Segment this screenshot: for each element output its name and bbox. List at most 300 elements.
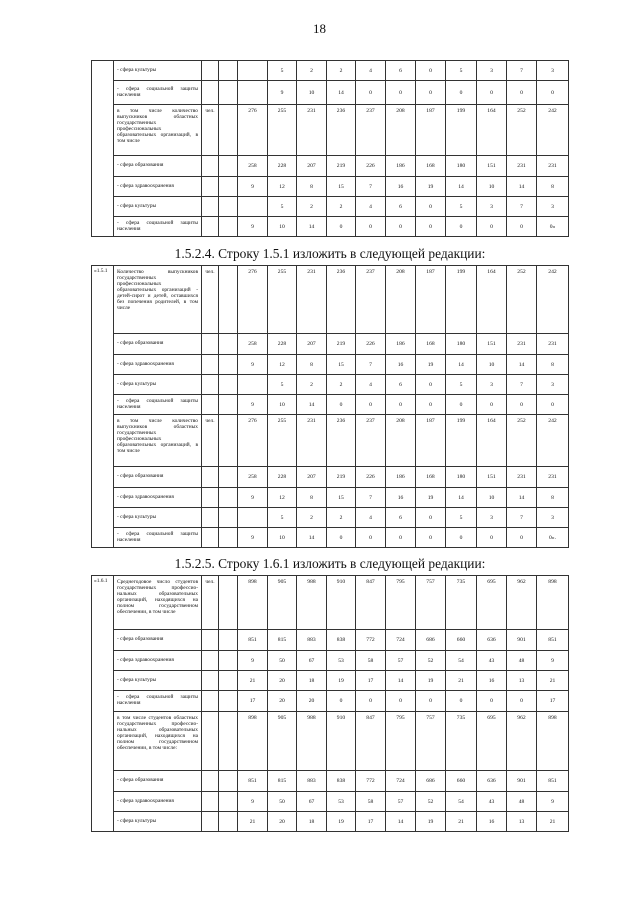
table-row <box>92 375 569 395</box>
value-cell: 237 <box>356 266 386 334</box>
table-row <box>92 61 569 81</box>
value-cell: 242 <box>537 105 569 156</box>
value-cell: 14 <box>446 355 477 375</box>
value-cell: 21 <box>238 671 268 691</box>
unit-cell <box>202 792 219 812</box>
value-cell: 7 <box>356 177 386 197</box>
value-cell: 695 <box>477 576 507 630</box>
value-cell: 905 <box>268 576 297 630</box>
row-code-cell <box>92 61 114 237</box>
unit-cell <box>202 395 219 415</box>
value-cell: 10 <box>477 355 507 375</box>
value-cell <box>219 156 238 177</box>
unit-cell <box>202 691 219 712</box>
indicator-name-cell: - сфера культуры <box>114 375 202 395</box>
value-cell: 3 <box>477 375 507 395</box>
value-cell: 53 <box>327 651 356 671</box>
value-cell: 0 <box>507 81 537 105</box>
indicator-name-cell: - сфера культуры <box>114 197 202 217</box>
indicator-name-cell: - сфера социальной защиты населения <box>114 81 202 105</box>
value-cell: 13 <box>507 812 537 832</box>
value-cell: 236 <box>327 266 356 334</box>
value-cell: 180 <box>446 156 477 177</box>
value-cell: 199 <box>446 105 477 156</box>
indicator-name-cell: - сфера социальной защиты населения <box>114 528 202 548</box>
value-cell: 219 <box>327 156 356 177</box>
value-cell: 255 <box>268 415 297 467</box>
value-cell <box>219 671 238 691</box>
value-cell: 772 <box>356 630 386 651</box>
value-cell: 67 <box>297 792 327 812</box>
value-cell <box>219 375 238 395</box>
value-cell: 186 <box>386 156 416 177</box>
value-cell: 226 <box>356 334 386 355</box>
value-cell: 5 <box>268 197 297 217</box>
value-cell: 0 <box>446 81 477 105</box>
value-cell: 186 <box>386 467 416 488</box>
value-cell: 883 <box>297 630 327 651</box>
value-cell: 10 <box>297 81 327 105</box>
value-cell: 851 <box>537 630 569 651</box>
value-cell: 252 <box>507 415 537 467</box>
value-cell: 0 <box>446 528 477 548</box>
value-cell: 757 <box>416 712 446 771</box>
value-cell: 14 <box>297 217 327 237</box>
value-cell <box>219 217 238 237</box>
value-cell: 4 <box>356 61 386 81</box>
value-cell <box>219 508 238 528</box>
value-cell: 724 <box>386 771 416 792</box>
table-row <box>92 488 569 508</box>
value-cell: 0 <box>446 217 477 237</box>
value-cell: 19 <box>327 671 356 691</box>
value-cell: 231 <box>297 266 327 334</box>
unit-cell: чел. <box>202 415 219 467</box>
value-cell: 199 <box>446 415 477 467</box>
value-cell: 0 <box>327 395 356 415</box>
table-row <box>92 177 569 197</box>
value-cell: 660 <box>446 630 477 651</box>
value-cell: 9 <box>238 395 268 415</box>
value-cell: 0 <box>327 691 356 712</box>
table-row <box>92 651 569 671</box>
table-row <box>92 671 569 691</box>
value-cell: 19 <box>416 355 446 375</box>
value-cell: 3 <box>537 375 569 395</box>
value-cell: 0 <box>356 691 386 712</box>
indicator-name-cell: - сфера образования <box>114 630 202 651</box>
value-cell: 16 <box>477 671 507 691</box>
value-cell: 0 <box>477 395 507 415</box>
section-heading-1-5-2-4: 1.5.2.4. Строку 1.5.1 изложить в следующей редакции: <box>174 246 486 261</box>
value-cell: 898 <box>238 712 268 771</box>
table-row <box>92 691 569 712</box>
value-cell <box>238 61 268 81</box>
value-cell: 14 <box>446 177 477 197</box>
value-cell: 795 <box>386 576 416 630</box>
value-cell: 17 <box>238 691 268 712</box>
value-cell: 3 <box>537 508 569 528</box>
value-cell: 187 <box>416 266 446 334</box>
value-cell: 226 <box>356 156 386 177</box>
indicator-name-cell: - сфера социальной защиты населения <box>114 395 202 415</box>
value-cell: 901 <box>507 630 537 651</box>
value-cell: 0 <box>386 528 416 548</box>
value-cell: 19 <box>416 488 446 508</box>
value-cell: 0 <box>356 528 386 548</box>
value-cell: 5 <box>268 375 297 395</box>
value-cell: 164 <box>477 415 507 467</box>
value-cell: 252 <box>507 105 537 156</box>
indicator-name-cell: - сфера социальной защиты населения <box>114 691 202 712</box>
value-cell: 0». <box>537 528 569 548</box>
unit-cell: чел. <box>202 266 219 334</box>
value-cell: 231 <box>537 467 569 488</box>
value-cell: 43 <box>477 792 507 812</box>
unit-cell <box>202 156 219 177</box>
value-cell: 636 <box>477 771 507 792</box>
value-cell: 898 <box>238 576 268 630</box>
value-cell: 847 <box>356 712 386 771</box>
value-cell: 910 <box>327 576 356 630</box>
value-cell <box>219 61 238 81</box>
unit-cell <box>202 81 219 105</box>
value-cell: 851 <box>537 771 569 792</box>
value-cell: 228 <box>268 467 297 488</box>
value-cell: 9 <box>238 177 268 197</box>
value-cell: 735 <box>446 576 477 630</box>
value-cell: 48 <box>507 651 537 671</box>
value-cell: 9 <box>238 488 268 508</box>
value-cell: 18 <box>297 812 327 832</box>
value-cell: 16 <box>386 177 416 197</box>
value-cell <box>219 266 238 334</box>
value-cell: 901 <box>507 771 537 792</box>
value-cell: 53 <box>327 792 356 812</box>
row-code-cell: «1.6.1 <box>92 576 114 832</box>
value-cell: 0 <box>477 528 507 548</box>
value-cell <box>238 81 268 105</box>
value-cell: 9 <box>238 355 268 375</box>
value-cell: 0 <box>507 395 537 415</box>
value-cell: 20 <box>268 812 297 832</box>
value-cell: 0 <box>386 395 416 415</box>
value-cell: 3 <box>537 61 569 81</box>
value-cell: 10 <box>268 528 297 548</box>
indicator-name-cell: - сфера культуры <box>114 508 202 528</box>
value-cell: 9 <box>238 651 268 671</box>
value-cell: 0 <box>356 217 386 237</box>
value-cell: 58 <box>356 792 386 812</box>
table-row <box>92 576 569 630</box>
unit-cell <box>202 61 219 81</box>
table-row <box>92 334 569 355</box>
value-cell: 0 <box>386 81 416 105</box>
indicator-name-cell: - сфера здравоохранения <box>114 488 202 508</box>
value-cell: 164 <box>477 105 507 156</box>
table-row <box>92 81 569 105</box>
value-cell: 636 <box>477 630 507 651</box>
value-cell: 686 <box>416 771 446 792</box>
value-cell: 12 <box>268 355 297 375</box>
value-cell: 19 <box>416 671 446 691</box>
value-cell: 5 <box>446 508 477 528</box>
value-cell: 19 <box>327 812 356 832</box>
value-cell: 258 <box>238 467 268 488</box>
value-cell <box>219 355 238 375</box>
unit-cell <box>202 651 219 671</box>
table-row-1-6-1 <box>91 575 568 832</box>
value-cell: 180 <box>446 467 477 488</box>
indicator-table <box>91 60 569 237</box>
value-cell: 883 <box>297 771 327 792</box>
unit-cell <box>202 334 219 355</box>
value-cell <box>219 197 238 217</box>
value-cell: 10 <box>268 217 297 237</box>
value-cell <box>219 630 238 651</box>
value-cell: 10 <box>477 177 507 197</box>
value-cell: 2 <box>327 197 356 217</box>
table-row <box>92 395 569 415</box>
value-cell: 219 <box>327 334 356 355</box>
value-cell: 838 <box>327 771 356 792</box>
value-cell <box>238 508 268 528</box>
value-cell <box>219 712 238 771</box>
value-cell <box>219 467 238 488</box>
unit-cell <box>202 771 219 792</box>
value-cell: 0 <box>416 61 446 81</box>
value-cell <box>238 197 268 217</box>
value-cell: 0 <box>416 691 446 712</box>
indicator-name-cell: - сфера культуры <box>114 812 202 832</box>
value-cell: 0 <box>416 197 446 217</box>
unit-cell: чел. <box>202 576 219 630</box>
value-cell: 9 <box>238 528 268 548</box>
value-cell: 757 <box>416 576 446 630</box>
value-cell: 236 <box>327 105 356 156</box>
indicator-name-cell: - сфера образования <box>114 334 202 355</box>
value-cell: 58 <box>356 651 386 671</box>
indicator-name-cell: в том числе количество выпускников областных государственных профессиональных образовательных организаций, в том числе <box>114 105 202 156</box>
indicator-name-cell: - сфера культуры <box>114 61 202 81</box>
value-cell: 9 <box>238 792 268 812</box>
value-cell: 0 <box>477 217 507 237</box>
value-cell <box>219 177 238 197</box>
value-cell: 772 <box>356 771 386 792</box>
value-cell <box>219 812 238 832</box>
value-cell: 0 <box>356 395 386 415</box>
value-cell: 0 <box>416 81 446 105</box>
value-cell: 0 <box>507 691 537 712</box>
value-cell: 910 <box>327 712 356 771</box>
value-cell: 231 <box>297 415 327 467</box>
value-cell: 20 <box>268 691 297 712</box>
value-cell: 2 <box>297 508 327 528</box>
indicator-name-cell: - сфера образования <box>114 156 202 177</box>
value-cell: 660 <box>446 771 477 792</box>
value-cell: 10 <box>268 395 297 415</box>
value-cell: 7 <box>507 375 537 395</box>
value-cell: 258 <box>238 156 268 177</box>
indicator-name-cell: Среднегодовое число студентов государственных профессио-нальных образовательных организаций, находящихся на полном государственном обеспечении, в том числе <box>114 576 202 630</box>
value-cell: 5 <box>268 61 297 81</box>
value-cell: 7 <box>507 508 537 528</box>
value-cell: 5 <box>446 375 477 395</box>
value-cell: 54 <box>446 792 477 812</box>
value-cell: 0 <box>386 691 416 712</box>
unit-cell <box>202 177 219 197</box>
value-cell: 258 <box>238 334 268 355</box>
table-row <box>92 355 569 375</box>
unit-cell <box>202 375 219 395</box>
value-cell: 3 <box>537 197 569 217</box>
value-cell: 795 <box>386 712 416 771</box>
value-cell: 3 <box>477 197 507 217</box>
value-cell: 8 <box>537 355 569 375</box>
value-cell: 838 <box>327 630 356 651</box>
value-cell: 48 <box>507 792 537 812</box>
value-cell: 164 <box>477 266 507 334</box>
value-cell: 0 <box>416 217 446 237</box>
unit-cell <box>202 508 219 528</box>
page-number: 18 <box>313 21 326 36</box>
value-cell: 988 <box>297 576 327 630</box>
value-cell: 18 <box>297 671 327 691</box>
value-cell: 8 <box>537 488 569 508</box>
table-row <box>92 467 569 488</box>
value-cell: 19 <box>416 812 446 832</box>
value-cell: 851 <box>238 630 268 651</box>
value-cell: 4 <box>356 375 386 395</box>
value-cell: 4 <box>356 508 386 528</box>
value-cell: 0 <box>416 375 446 395</box>
value-cell: 20 <box>297 691 327 712</box>
indicator-table <box>91 575 569 832</box>
unit-cell: чел. <box>202 105 219 156</box>
value-cell: 724 <box>386 630 416 651</box>
value-cell: 52 <box>416 651 446 671</box>
value-cell: 0» <box>537 217 569 237</box>
value-cell: 14 <box>507 177 537 197</box>
value-cell: 0 <box>446 691 477 712</box>
unit-cell <box>202 712 219 771</box>
indicator-name-cell: - сфера социальной защиты населения <box>114 217 202 237</box>
value-cell: 0 <box>507 217 537 237</box>
value-cell: 231 <box>297 105 327 156</box>
value-cell <box>238 375 268 395</box>
value-cell: 988 <box>297 712 327 771</box>
indicator-name-cell: в том числе студентов областных государственных профессио-нальных образовательных организаций, находящихся на полном государственном обеспечении, в том числе: <box>114 712 202 771</box>
value-cell: 5 <box>446 197 477 217</box>
table-row <box>92 528 569 548</box>
value-cell: 187 <box>416 415 446 467</box>
value-cell <box>219 105 238 156</box>
value-cell: 276 <box>238 266 268 334</box>
value-cell: 3 <box>477 508 507 528</box>
value-cell: 8 <box>537 177 569 197</box>
value-cell: 5 <box>268 508 297 528</box>
value-cell <box>219 771 238 792</box>
value-cell: 16 <box>386 355 416 375</box>
table-row <box>92 771 569 792</box>
value-cell: 252 <box>507 266 537 334</box>
value-cell: 962 <box>507 576 537 630</box>
value-cell: 242 <box>537 266 569 334</box>
value-cell: 695 <box>477 712 507 771</box>
value-cell <box>219 488 238 508</box>
row-code-cell: «1.5.1 <box>92 266 114 548</box>
value-cell: 14 <box>507 355 537 375</box>
value-cell: 50 <box>268 651 297 671</box>
table-row <box>92 156 569 177</box>
value-cell: 187 <box>416 105 446 156</box>
value-cell: 7 <box>507 61 537 81</box>
value-cell: 2 <box>297 197 327 217</box>
indicator-name-cell: Количество выпускников государственных профессиональных образовательных организаций - детей-сирот и детей, оставшихся без попечения родителей, в том числе <box>114 266 202 334</box>
value-cell: 12 <box>268 488 297 508</box>
value-cell <box>219 528 238 548</box>
value-cell: 17 <box>356 671 386 691</box>
value-cell: 9 <box>537 651 569 671</box>
value-cell: 0 <box>477 81 507 105</box>
value-cell: 21 <box>537 671 569 691</box>
value-cell: 151 <box>477 467 507 488</box>
value-cell: 17 <box>537 691 569 712</box>
unit-cell <box>202 630 219 651</box>
value-cell: 847 <box>356 576 386 630</box>
value-cell: 54 <box>446 651 477 671</box>
value-cell: 276 <box>238 415 268 467</box>
value-cell: 255 <box>268 266 297 334</box>
value-cell: 0 <box>537 81 569 105</box>
unit-cell <box>202 467 219 488</box>
value-cell: 0 <box>386 217 416 237</box>
value-cell: 15 <box>327 488 356 508</box>
value-cell: 50 <box>268 792 297 812</box>
value-cell: 9 <box>268 81 297 105</box>
value-cell: 898 <box>537 712 569 771</box>
section-heading-1-5-2-5: 1.5.2.5. Строку 1.6.1 изложить в следующей редакции: <box>174 556 486 571</box>
value-cell: 9 <box>238 217 268 237</box>
value-cell <box>219 415 238 467</box>
indicator-table <box>91 265 569 548</box>
value-cell: 6 <box>386 61 416 81</box>
value-cell: 168 <box>416 156 446 177</box>
value-cell: 8 <box>297 355 327 375</box>
value-cell: 735 <box>446 712 477 771</box>
value-cell: 10 <box>477 488 507 508</box>
value-cell: 0 <box>446 395 477 415</box>
value-cell: 2 <box>297 61 327 81</box>
value-cell: 151 <box>477 156 507 177</box>
value-cell: 208 <box>386 415 416 467</box>
value-cell: 16 <box>386 488 416 508</box>
value-cell: 898 <box>537 576 569 630</box>
value-cell: 21 <box>446 671 477 691</box>
value-cell: 67 <box>297 651 327 671</box>
value-cell: 2 <box>327 375 356 395</box>
value-cell: 8 <box>297 177 327 197</box>
table-row <box>92 266 569 334</box>
table-row <box>92 105 569 156</box>
value-cell: 21 <box>446 812 477 832</box>
unit-cell <box>202 671 219 691</box>
value-cell: 19 <box>416 177 446 197</box>
value-cell: 815 <box>268 771 297 792</box>
table-row-1-5-1 <box>91 265 568 548</box>
value-cell: 0 <box>356 81 386 105</box>
table-row <box>92 792 569 812</box>
